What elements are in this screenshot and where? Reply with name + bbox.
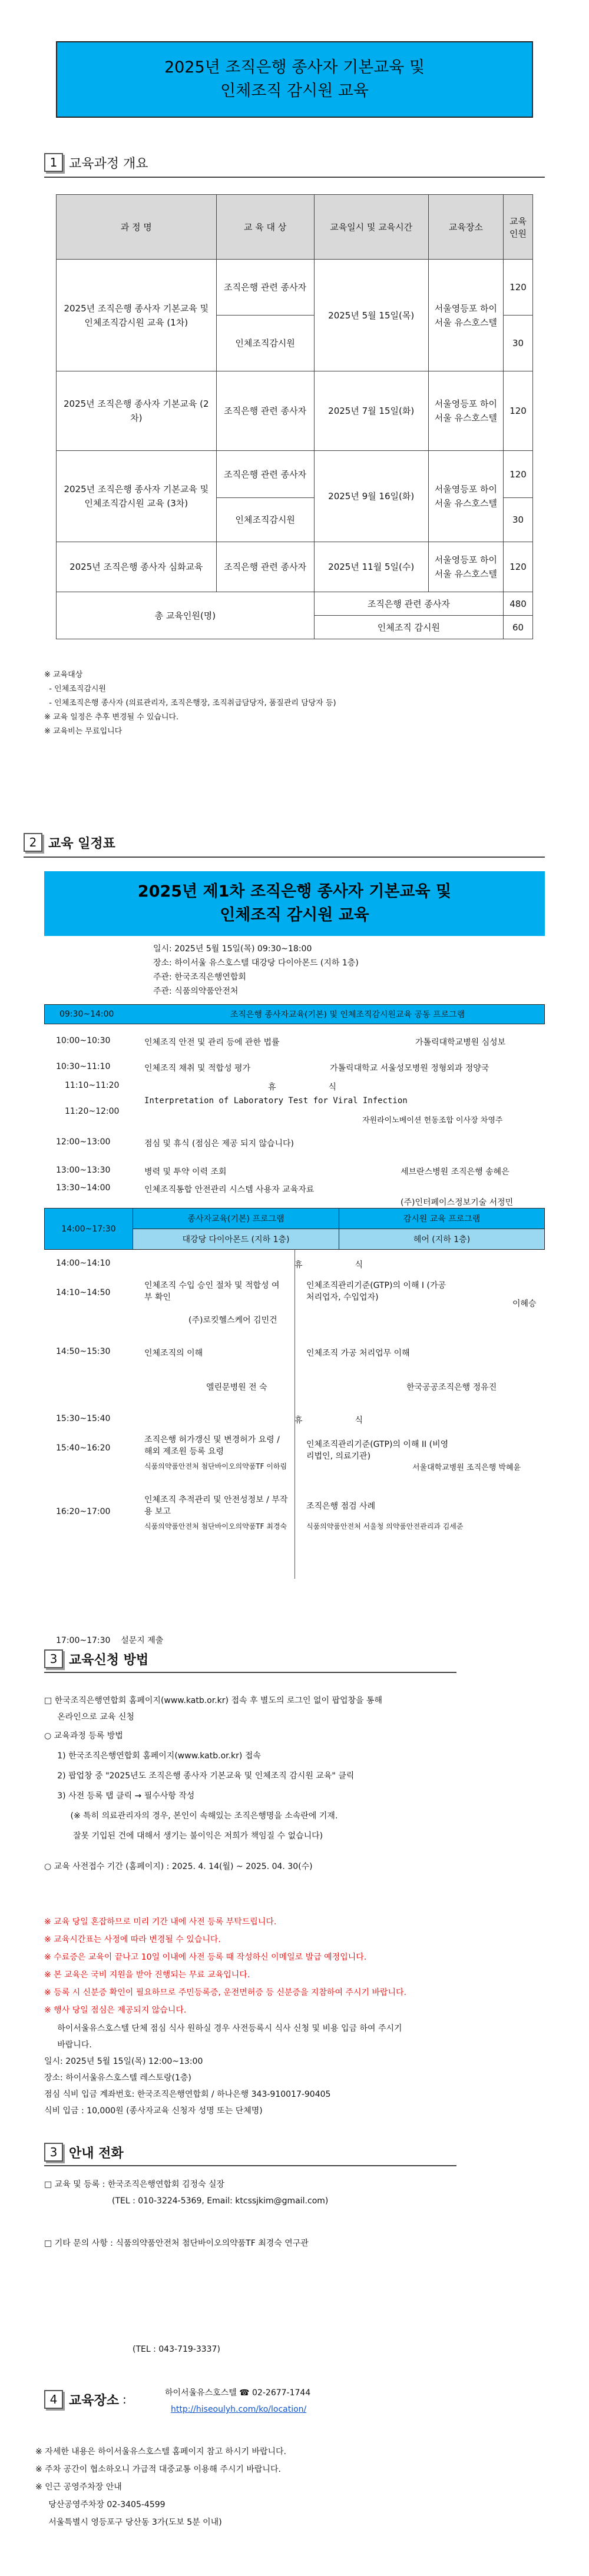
course-name: 2025년 조직은행 종사자 심화교육 — [57, 542, 217, 592]
block2-header-table — [44, 1208, 545, 1250]
section-schedule-heading — [24, 833, 115, 852]
page-title-box — [56, 41, 533, 118]
colon-separator: : — [123, 2392, 127, 2406]
schedule-meta — [153, 942, 359, 998]
speaker-cell: 가톨릭대학교병원 심성보 — [415, 1038, 506, 1047]
speaker-cell: (주)인터페이스정보기술 서정민 — [401, 1198, 514, 1207]
block1-title: 조직은행 종사자교육(기본) 및 인체조직감시원교육 공동 프로그램 — [230, 1010, 465, 1020]
topic-cell: 인체조직 채취 및 적합성 평가 — [144, 1064, 251, 1073]
apply-line: 온라인으로 교육 신청 — [44, 1712, 134, 1722]
left-speaker: (주)로킷헬스케어 김민건 — [188, 1316, 277, 1325]
contact-line: (TEL : 010-3224-5369, Email: ktcssjkim@gmail.com) — [112, 2196, 329, 2206]
speaker-cell: 가톨릭대학교 서울성모병원 정형외과 정양국 — [330, 1064, 489, 1073]
time-cell: 15:40~16:20 — [56, 1443, 111, 1453]
total-label: 인체조직 감시원 — [314, 616, 503, 639]
note-line: ※ 교육비는 무료입니다 — [44, 727, 123, 736]
meta-line: 장소: 하이서울 유스호스텔 대강당 다이아몬드 (지하 1층) — [153, 958, 359, 968]
col-header: 교 육 대 상 — [216, 195, 314, 260]
apply-line: 2) 팝업창 중 "2025년도 조직은행 종사자 기본교육 및 인체조직 감시원 교육" 클릭 — [44, 1771, 355, 1781]
apply-period: ○ 교육 사전접수 기간 (홈페이지) : 2025. 4. 14(월) ~ 2025. 04. 30(수) — [44, 1862, 313, 1871]
course-name: 2025년 조직은행 종사자 기본교육 (2차) — [57, 371, 217, 451]
topic-cell: Interpretation of Laboratory Test for Viral Infection — [144, 1096, 408, 1106]
lunch-line: 식비 입금 : 10,000원 (종사자교육 신청자 성명 또는 단체명) — [44, 2106, 263, 2116]
break-cell: 휴 식 — [294, 1260, 363, 1270]
left-speaker: 식품의약품안전처 첨단바이오의약품TF 이하림 — [144, 1462, 287, 1470]
right-speaker: 한국공공조직은행 정유진 — [406, 1383, 497, 1392]
time-cell: 13:00~13:30 — [56, 1166, 111, 1175]
right-speaker: 서울대학교병원 조직은행 박혜윤 — [412, 1463, 521, 1472]
course-place: 서울영등포 하이서울 유스호스텔 — [428, 260, 503, 371]
venue-note: ※ 주차 공간이 협소하오니 가급적 대중교통 이용해 주시기 바랍니다. — [35, 2465, 281, 2474]
section-number: 4 — [44, 2390, 63, 2409]
block2-right-room: 헤어 (지하 1층) — [339, 1229, 545, 1250]
col-header: 과 정 명 — [57, 195, 217, 260]
overview-notes — [44, 668, 336, 739]
course-date: 2025년 7월 15일(화) — [314, 371, 428, 451]
contact-line: □ 교육 및 등록 : 한국조직은행연합회 김정숙 실장 — [44, 2180, 225, 2189]
col-header: 교육일시 및 교육시간 — [314, 195, 428, 260]
total-value: 480 — [504, 592, 533, 616]
time-cell: 14:10~14:50 — [56, 1288, 111, 1297]
page-title-line1: 2025년 조직은행 종사자 기본교육 및 — [164, 58, 425, 77]
apply-line: 3) 사전 등록 탭 클릭 → 필수사항 작성 — [44, 1791, 195, 1801]
warning-line: ※ 행사 당일 점심은 제공되지 않습니다. — [44, 2006, 187, 2015]
time-cell: 12:00~13:00 — [56, 1137, 111, 1147]
warning-line: ※ 본 교육은 국비 지원을 받아 진행되는 무료 교육입니다. — [44, 1970, 250, 1980]
right-speaker: 식품의약품안전처 서울청 의약품안전관리과 김세준 — [306, 1522, 464, 1531]
apply-line: ○ 교육과정 등록 방법 — [44, 1731, 123, 1741]
venue-name: 하이서울유스호스텔 ☎ 02-2677-1744 — [165, 2388, 311, 2398]
closing-line: 17:00~17:30 설문지 제출 — [56, 1636, 164, 1645]
apply-line: (※ 특히 의료관리자의 경우, 본인이 속해있는 조직은행명을 소속란에 기재. — [44, 1811, 338, 1821]
contact-line: (TEL : 043-719-3337) — [133, 2345, 220, 2354]
left-speaker: 식품의약품안전처 첨단바이오의약품TF 최경숙 — [144, 1522, 287, 1531]
meta-line: 주관: 한국조직은행연합회 — [153, 972, 246, 982]
topic-cell: 인체조직통합 안전관리 시스템 사용자 교육자료 — [144, 1185, 315, 1194]
right-topic: 인체조직관리기준(GTP)의 이해 II (비영리법인, 의료기관) — [306, 1440, 449, 1461]
apply-line: 잘못 기입된 건에 대해서 생기는 불이익은 저희가 책임질 수 없습니다) — [44, 1831, 323, 1841]
venue-note: 서울특별시 영등포구 당산동 3가(도보 5분 이내) — [35, 2518, 222, 2527]
warning-line: ※ 등록 시 신분증 확인이 필요하므로 주민등록증, 운전면허증 등 신분증을 지참하여 주시기 바랍니다. — [44, 1988, 406, 1997]
schedule-title-box — [44, 871, 545, 936]
meta-line: 일시: 2025년 5월 15일(목) 09:30~18:00 — [153, 944, 312, 954]
warning-line: ※ 교육시간표는 사정에 따라 변경될 수 있습니다. — [44, 1935, 221, 1944]
course-place: 서울영등포 하이서울 유스호스텔 — [428, 542, 503, 592]
section-title: 안내 전화 — [69, 2146, 124, 2161]
col-header: 교육 인원 — [504, 195, 533, 260]
warning-line: ※ 교육 당일 혼잡하므로 미리 기간 내에 사전 등록 부탁드립니다. — [44, 1917, 277, 1927]
apply-warnings — [44, 1913, 406, 2019]
warning-line: ※ 수료증은 교육이 끝나고 10일 이내에 사전 등록 때 작성하신 이메일로 발급 예정입니다. — [44, 1953, 367, 1962]
time-cell: 10:30~11:10 — [56, 1062, 111, 1071]
section-divider — [44, 177, 545, 178]
left-topic: 인체조직 추적관리 및 안전성정보 / 부작용 보고 — [144, 1495, 288, 1516]
block2-left-title: 종사자교육(기본) 프로그램 — [133, 1209, 339, 1229]
time-cell: 14:50~15:30 — [56, 1347, 111, 1356]
lunch-line: 바랍니다. — [44, 2040, 92, 2050]
target: 조직은행 관련 종사자 — [216, 260, 314, 316]
total-value: 60 — [504, 616, 533, 639]
break-cell: 휴 식 — [294, 1416, 363, 1425]
course-name: 2025년 조직은행 종사자 기본교육 및 인체조직감시원 교육 (1차) — [57, 260, 217, 371]
note-line: - 인체조직은행 종사자 (의료관리자, 조직은행장, 조직취급담당자, 품질관리 담당자 등) — [44, 699, 336, 708]
section-title: 교육 일정표 — [48, 836, 115, 851]
left-topic: 인체조직 수입 승인 절차 및 적합성 여부 확인 — [144, 1281, 280, 1302]
note-line: ※ 교육 일정은 추후 변경될 수 있습니다. — [44, 713, 179, 722]
overview-table — [56, 194, 533, 639]
speaker-cell: 세브란스병원 조직은행 송혜은 — [401, 1167, 509, 1177]
course-date: 2025년 9월 16일(화) — [314, 451, 428, 542]
left-topic: 인체조직의 이해 — [144, 1349, 203, 1358]
topic-cell: 휴 식 — [268, 1083, 337, 1092]
course-date: 2025년 11월 5일(수) — [314, 542, 428, 592]
right-speaker: 이혜승 — [512, 1299, 537, 1309]
course-name: 2025년 조직은행 종사자 기본교육 및 인체조직감시원 교육 (3차) — [57, 451, 217, 542]
right-topic: 인체조직관리기준(GTP)의 이해 I (가공처리업자, 수입업자) — [306, 1281, 446, 1302]
section-venue-heading — [44, 2390, 127, 2409]
target: 조직은행 관련 종사자 — [216, 371, 314, 451]
section-apply-heading — [44, 1649, 148, 1668]
apply-line: □ 한국조직은행연합회 홈페이지(www.katb.or.kr) 접속 후 별도의 로그인 없이 팝업창을 통해 — [44, 1696, 383, 1705]
left-topic: 조직은행 허가갱신 및 변경허가 요령 / 해외 제조원 등록 요령 — [144, 1435, 280, 1456]
venue-note: ※ 자세한 내용은 하이서울유스호스텔 홈페이지 참고 하시기 바랍니다. — [35, 2447, 287, 2457]
course-place: 서울영등포 하이서울 유스호스텔 — [428, 451, 503, 542]
time-cell: 13:30~14:00 — [56, 1183, 111, 1193]
time-cell: 16:20~17:00 — [56, 1507, 111, 1516]
section-number: 1 — [44, 153, 63, 172]
right-topic: 조직은행 점검 사례 — [306, 1502, 376, 1511]
time-cell: 11:10~11:20 — [65, 1081, 120, 1090]
venue-notes — [35, 2443, 286, 2531]
venue-note: ※ 인근 공영주차장 안내 — [35, 2482, 122, 2492]
page-title-line2: 인체조직 감시원 교육 — [220, 82, 369, 100]
total-label: 조직은행 관련 종사자 — [314, 592, 503, 616]
headcount: 120 — [504, 371, 533, 451]
left-speaker: 엘린문병원 전 숙 — [206, 1383, 267, 1392]
schedule-title-line2: 인체조직 감시원 교육 — [220, 906, 369, 924]
section-number: 2 — [24, 833, 42, 852]
venue-note: 당산공영주차장 02-3405-4599 — [35, 2500, 166, 2509]
total-label: 총 교육인원(명) — [57, 592, 315, 639]
time-cell: 11:20~12:00 — [65, 1107, 120, 1116]
meta-line: 주관: 식품의약품안전처 — [153, 987, 239, 996]
section-contact-heading — [44, 2143, 124, 2162]
time-cell: 10:00~10:30 — [56, 1036, 111, 1045]
target: 조직은행 관련 종사자 — [216, 451, 314, 498]
block1-bar — [44, 1004, 545, 1024]
lunch-line: 장소: 하이서울유스호스텔 레스토랑(1층) — [44, 2073, 191, 2083]
section-number: 3 — [44, 1649, 63, 1668]
course-place: 서울영등포 하이서울 유스호스텔 — [428, 371, 503, 451]
col-header: 교육장소 — [428, 195, 503, 260]
section-number: 3 — [44, 2143, 63, 2162]
section-divider — [24, 857, 545, 858]
time-cell: 15:30~15:40 — [56, 1414, 111, 1423]
section-divider — [44, 1672, 456, 1673]
topic-cell: 인체조직 안전 및 관리 등에 관한 법률 — [144, 1038, 280, 1047]
time-cell: 14:00~14:10 — [56, 1259, 111, 1268]
apply-line: 1) 한국조직은행연합회 홈페이지(www.katb.or.kr) 접속 — [44, 1751, 261, 1761]
section-title: 교육신청 방법 — [69, 1652, 149, 1668]
section-title: 교육장소 — [69, 2393, 120, 2408]
topic-cell: 병력 및 투약 이력 조회 — [144, 1167, 227, 1177]
venue-link[interactable]: http://hiseoulyh.com/ko/location/ — [171, 2405, 307, 2414]
section-divider — [44, 2165, 456, 2166]
headcount: 120 — [504, 260, 533, 316]
topic-cell: 점심 및 휴식 (점심은 제공 되지 않습니다) — [144, 1139, 294, 1148]
block2-left-room: 대강당 다이아몬드 (지하 1층) — [133, 1229, 339, 1250]
note-line: - 인체조직감시원 — [44, 685, 106, 693]
target: 인체조직감시원 — [216, 316, 314, 371]
headcount: 30 — [504, 316, 533, 371]
course-date: 2025년 5월 15일(목) — [314, 260, 428, 371]
lunch-line: 일시: 2025년 5월 15일(목) 12:00~13:00 — [44, 2057, 203, 2066]
contact-line: □ 기타 문의 사항 : 식품의약품안전처 첨단바이오의약품TF 최경숙 연구관 — [44, 2239, 309, 2248]
headcount: 120 — [504, 542, 533, 592]
note-line: ※ 교육대상 — [44, 670, 83, 679]
headcount: 120 — [504, 451, 533, 498]
right-topic: 인체조직 가공 처리업무 이해 — [306, 1349, 410, 1358]
lunch-line: 하이서울유스호스텔 단체 점심 식사 원하실 경우 사전등록시 식사 신청 및 비용 입금 하여 주시기 — [44, 2024, 402, 2033]
lunch-line: 점심 식비 입금 계좌번호: 한국조직은행연합회 / 하나은행 343-910017-90405 — [44, 2090, 331, 2099]
block2-time: 14:00~17:30 — [45, 1209, 133, 1250]
target: 인체조직감시원 — [216, 498, 314, 542]
schedule-title-line1: 2025년 제1차 조직은행 종사자 기본교육 및 — [137, 882, 452, 901]
target: 조직은행 관련 종사자 — [216, 542, 314, 592]
section-overview-heading — [44, 153, 148, 172]
headcount: 30 — [504, 498, 533, 542]
lunch-info — [44, 2020, 402, 2119]
apply-instructions — [44, 1692, 382, 1875]
speaker-cell: 자원라이노베이션 헌동조합 이사장 차영주 — [362, 1116, 503, 1125]
block1-time: 09:30~14:00 — [59, 1010, 114, 1019]
section-title: 교육과정 개요 — [69, 156, 148, 171]
block2-right-title: 감시원 교육 프로그램 — [339, 1209, 545, 1229]
